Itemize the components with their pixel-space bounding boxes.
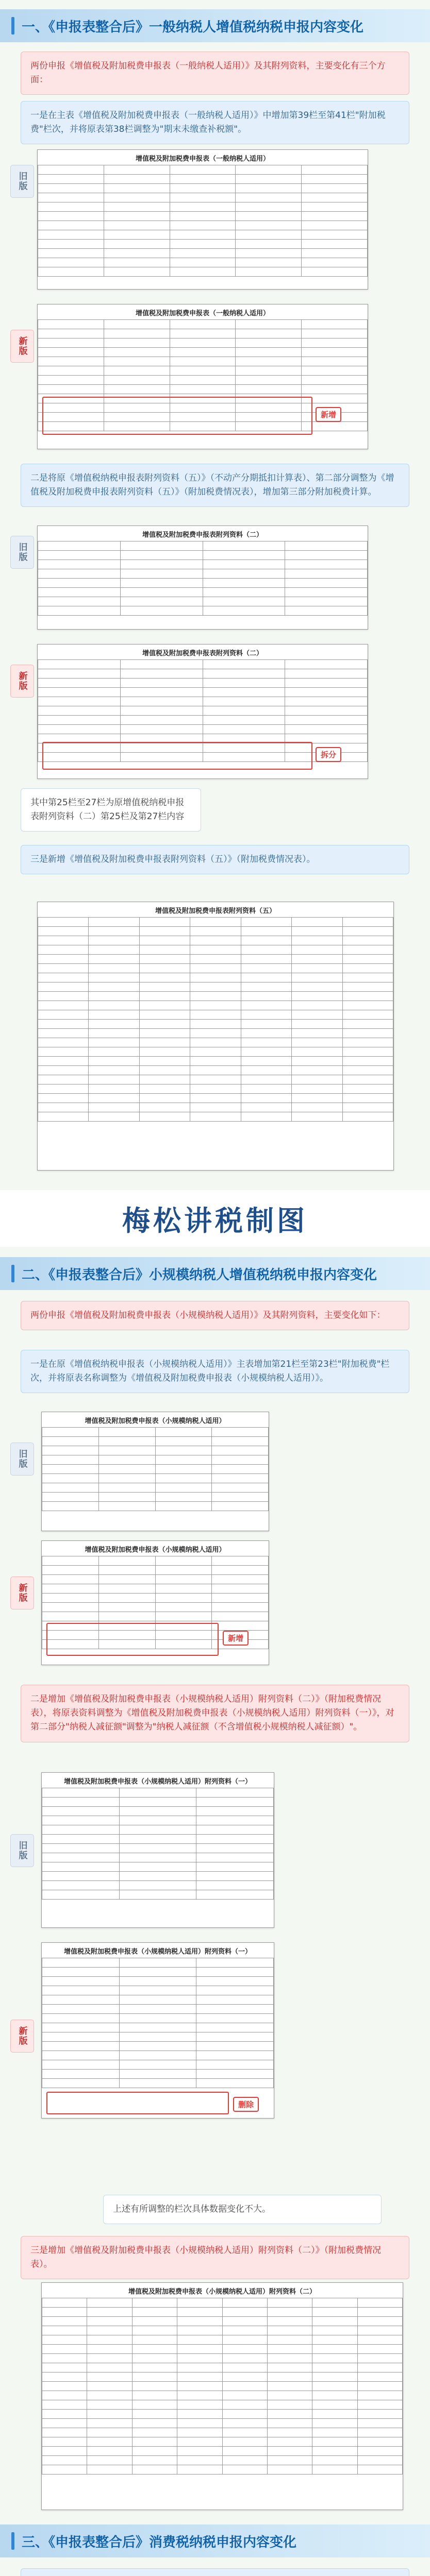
section2-point1: 一是在原《增值税纳税申报表（小规模纳税人适用）》主表增加第21栏至第23栏"附加税费"栏次，并将原表名称调整为《增值税及附加税费申报表（小规模纳税人适用）》。: [21, 1350, 409, 1393]
form-table: [42, 1788, 274, 1900]
form-table: [42, 1958, 274, 2088]
section1-point1: 一是在主表《增值税及附加税费申报表（一般纳税人适用）》中增加第39栏至第41栏"附加税费"栏次，并将原表第38栏调整为"期末未缴查补税额"。: [21, 101, 409, 144]
form-title: 增值税及附加税费申报表（一般纳税人适用）: [135, 310, 270, 317]
highlight-added-rows: [46, 1623, 219, 1656]
logo-text: 梅松讲税制图: [122, 1204, 308, 1237]
tag-new: 新版: [10, 2020, 34, 2053]
form-title: 增值税及附加税费申报表（小规模纳税人适用）: [85, 1417, 226, 1425]
form-table: [38, 917, 393, 1122]
tag-new: 新版: [10, 665, 34, 698]
form-general-attach5: [37, 902, 394, 1171]
form-general-main-old: [37, 149, 368, 290]
form-table: [38, 165, 368, 277]
form-general-attach2-old: [37, 526, 368, 630]
section3-header: [0, 2524, 430, 2557]
tag-old: 旧版: [10, 536, 34, 569]
section-bar: [11, 1265, 14, 1282]
section2-header: [0, 1257, 430, 1290]
section2-intro: 两份申报《增值税及附加税费申报表（小规模纳税人适用）》及其附列资料，主要变化如下：: [21, 1301, 409, 1330]
section2-point3: 三是增加《增值税及附加税费申报表（小规模纳税人适用）附列资料（二）》（附加税费情况表）。: [21, 2236, 409, 2279]
form-small-attach1-old: [41, 1772, 274, 1928]
form-title: 增值税及附加税费申报表（小规模纳税人适用）附列资料（二）: [128, 2288, 316, 2296]
section-bar: [11, 2532, 14, 2550]
added-badge: 新增: [316, 407, 341, 422]
form-table: [38, 541, 368, 616]
section2-point2: 二是增加《增值税及附加税费申报表（小规模纳税人适用）附列资料（二）》（附加税费情况表），将原表资料调整为《增值税及附加税费申报表（小规模纳税人适用）附列资料（一）》，对第二部分"纳税人减征额"调整为"纳税人减征额（不含增值税小规模纳税人减征额）"。: [21, 1685, 409, 1742]
form-table: [42, 2298, 403, 2475]
logo-band: [0, 1190, 430, 1247]
form-title: 增值税及附加税费申报表（小规模纳税人适用）附列资料（一）: [63, 1778, 252, 1786]
added-badge: 新增: [223, 1631, 249, 1646]
highlight-deleted-rows: [46, 2092, 229, 2114]
section2-note: 上述有所调整的栏次具体数据变化不大。: [103, 2195, 382, 2224]
tag-old: 旧版: [10, 1834, 34, 1867]
section1-intro: 两份申报《增值税及附加税费申报表（一般纳税人适用）》及其附列资料，主要变化有三个方面：: [21, 52, 409, 95]
section1-point2b: 其中第25栏至27栏为原增值税纳税申报表附列资料（二）第25栏及第27栏内容: [21, 788, 201, 832]
section1-point2: 二是将原《增值税纳税申报表附列资料（五）》（不动产分期抵扣计算表）、第二部分调整为《增值税及附加税费申报表附列资料（五）》（附加税费情况表），增加第三部分附加税费计算。: [21, 464, 409, 507]
tag-old: 旧版: [10, 1443, 34, 1476]
section3-title: 三、《申报表整合后》消费税纳税申报内容变化: [22, 2534, 297, 2550]
form-small-main-old: [41, 1412, 269, 1531]
tag-new: 新版: [10, 1577, 34, 1609]
highlight-added-rows: [42, 397, 312, 435]
section1-point3: 三是新增《增值税及附加税费申报表附列资料（五）》（附加税费情况表）。: [21, 845, 409, 874]
form-title: 增值税及附加税费申报表（小规模纳税人适用）: [85, 1546, 226, 1554]
form-table: [42, 1427, 269, 1511]
form-title: 增值税及附加税费申报表附列资料（二）: [142, 650, 263, 657]
section-bar: [11, 17, 14, 35]
highlight-split-rows: [42, 742, 312, 770]
form-title: 增值税及附加税费申报表附列资料（二）: [142, 531, 263, 539]
split-badge: 拆分: [316, 747, 341, 762]
form-title: 增值税及附加税费申报表（小规模纳税人适用）附列资料（一）: [63, 1948, 252, 1956]
tag-old: 旧版: [10, 165, 34, 198]
section1-title: 一、《申报表整合后》一般纳税人增值税纳税申报内容变化: [22, 19, 364, 35]
form-small-attach2: [41, 2282, 403, 2510]
form-title: 增值税及附加税费申报表（一般纳税人适用）: [135, 155, 270, 163]
form-title: 增值税及附加税费申报表附列资料（五）: [155, 907, 276, 915]
section3-intro: [21, 2568, 409, 2576]
deleted-badge: 删除: [233, 2097, 259, 2112]
tag-new: 新版: [10, 330, 34, 363]
section1-header: [0, 9, 430, 42]
section2-title: 二、《申报表整合后》小规模纳税人增值税纳税申报内容变化: [22, 1267, 377, 1283]
